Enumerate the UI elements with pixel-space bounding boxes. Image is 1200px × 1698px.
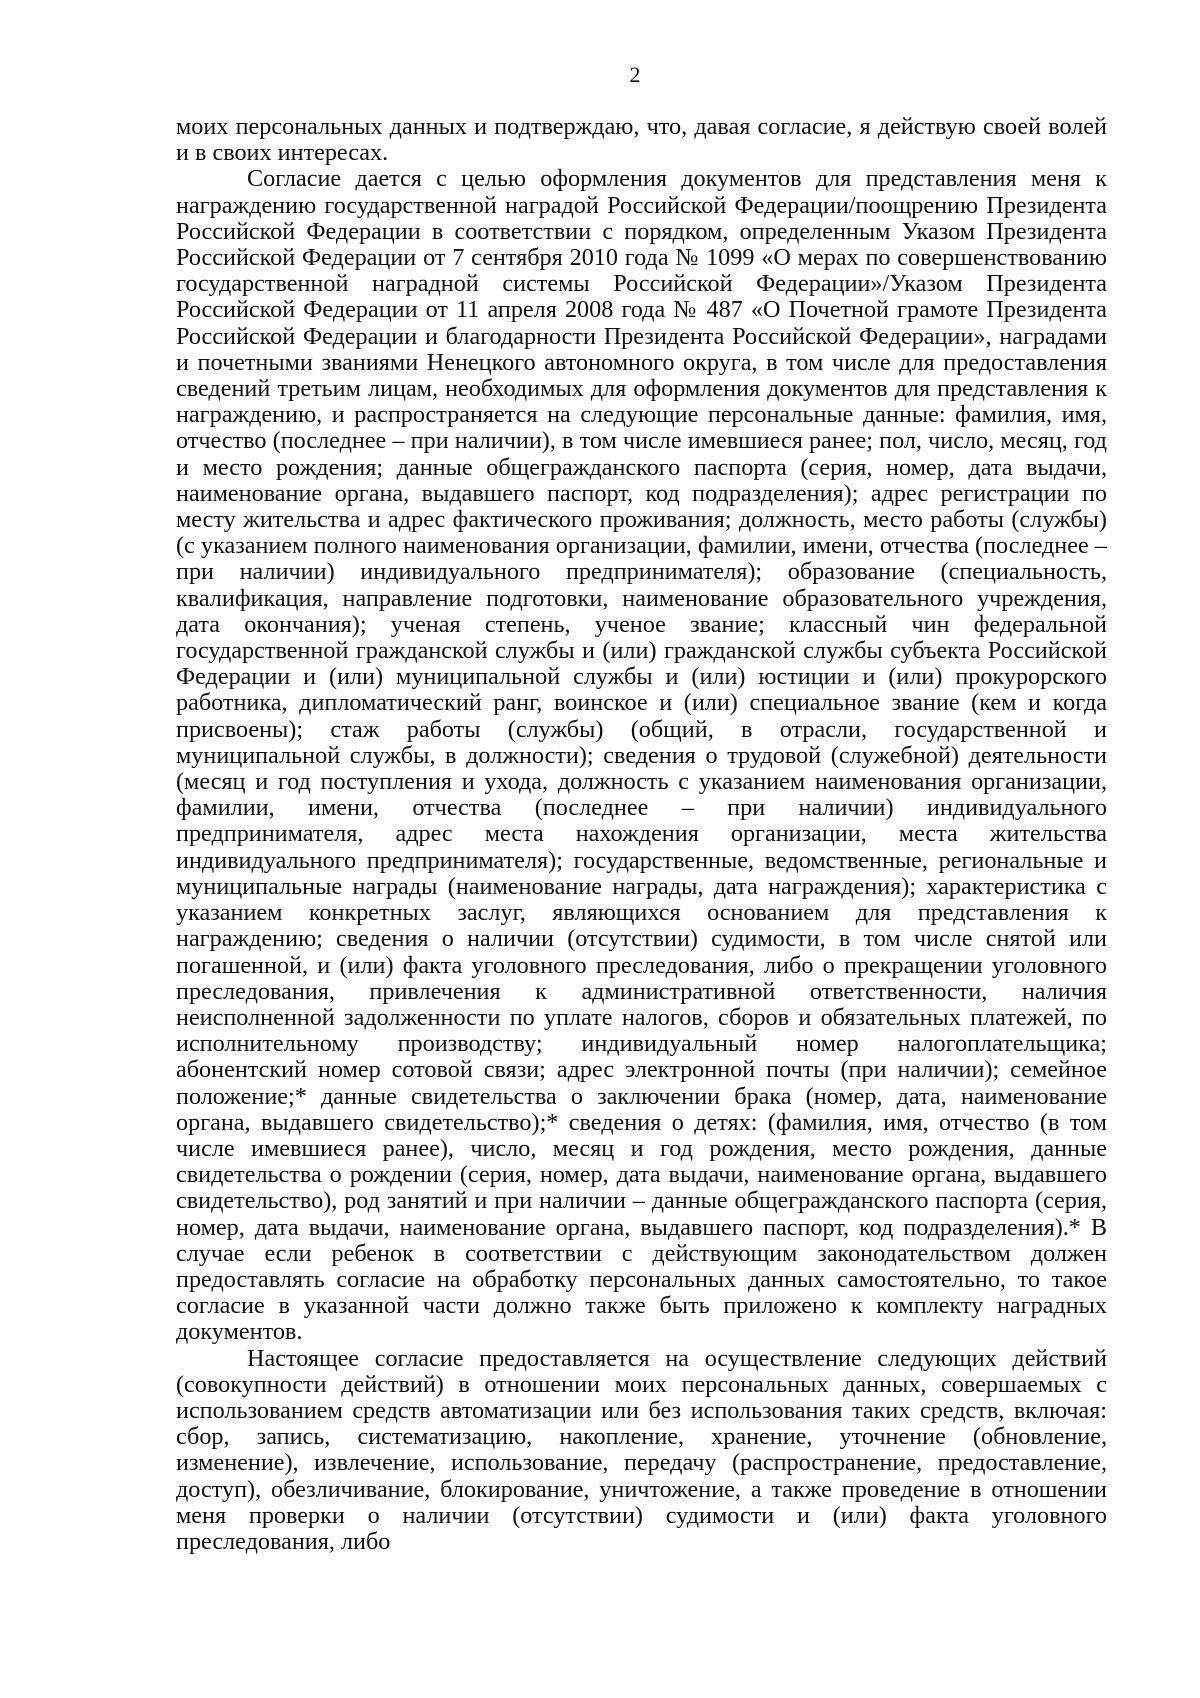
document-body xyxy=(176,114,1107,1555)
paragraph-consent-actions: Настоящее согласие предоставляется на осуществление следующих действий (совокупности действий) в отношении моих персональных данных, совершаемых с использованием средств автоматизации или без использования таких средств, включая: сбор, запись, систематизацию, накопление, хранение, уточнение (обновление, изменение), извлечение, использование, передачу (распространение, предоставление, доступ), обезличивание, блокирование, уничтожение, а также проведение в отношении меня проверки о наличии (отсутствии) судимости и (или) факта уголовного преследования, либо xyxy=(176,1344,1107,1555)
paragraph-consent-purpose: Согласие дается с целью оформления документов для представления меня к награждению государственной наградой Российской Федерации/поощрению Президента Российской Федерации в соответствии с порядком, определенным Указом Президента Российской Федерации от 7 сентября 2010 года № 1099 «О мерах по совершенствованию государственной наградной системы Российской Федерации»/Указом Президента Российской Федерации от 11 апреля 2008 года № 487 «О Почетной грамоте Президента Российской Федерации и благодарности Президента Российской Федерации», наградами и почетными званиями Ненецкого автономного округа, в том числе для предоставления сведений третьим лицам, необходимых для оформления документов для представления к награждению, и распространяется на следующие персональные данные: фамилия, имя, отчество (последнее – при наличии), в том числе имевшиеся ранее; пол, число, месяц, год и место рождения; данные общегражданского паспорта (серия, номер, дата выдачи, наименование органа, выдавшего паспорт, код подразделения); адрес регистрации по месту жительства и адрес фактического проживания; должность, место работы (службы) (с указанием полного наименования организации, фамилии, имени, отчества (последнее – при наличии) индивидуального предпринимателя); образование (специальность, квалификация, направление подготовки, наименование образовательного учреждения, дата окончания); ученая степень, ученое звание; классный чин федеральной государственной гражданской службы и (или) гражданской службы субъекта Российской Федерации и (или) муниципальной службы и (или) юстиции и (или) прокурорского работника, дипломатический ранг, воинское и (или) специальное звание (кем и когда присвоены); стаж работы (службы) (общий, в отрасли, государственной и муниципальной службы, в должности); сведения о трудовой (служебной) деятельности (месяц и год поступления и ухода, должность с указанием наименования организации, фамилии, имени, отчества (последнее – при наличии) индивидуального предпринимателя, адрес места нахождения организации, места жительства индивидуального предпринимателя); государственные, ведомственные, региональные и муниципальные награды (наименование награды, дата награждения); характеристика с указанием конкретных заслуг, являющихся основанием для представления к награждению; сведения о наличии (отсутствии) судимости, в том числе снятой или погашенной, и (или) факта уголовного преследования, либо о прекращении уголовного преследования, привлечения к административной ответственности, наличия неисполненной задолженности по уплате налогов, сборов и обязательных платежей, по исполнительному производству; индивидуальный номер налогоплательщика; абонентский номер сотовой связи; адрес электронной почты (при наличии); семейное положение;* данные свидетельства о заключении брака (номер, дата, наименование органа, выдавшего свидетельство);* сведения о детях: (фамилия, имя, отчество (в том числе имевшиеся ранее), число, месяц и год рождения, место рождения, данные свидетельства о рождении (серия, номер, дата выдачи, наименование органа, выдавшего свидетельство), род занятий и при наличии – данные общегражданского паспорта (серия, номер, дата выдачи, наименование органа, выдавшего паспорт, код подразделения).* В случае если ребенок в соответствии с действующим законодательством должен предоставлять согласие на обработку персональных данных самостоятельно, то такое согласие в указанной части должно также быть приложено к комплекту наградных документов. xyxy=(176,165,1107,1346)
page-number: 2 xyxy=(629,62,641,87)
paragraph-continuation: моих персональных данных и подтверждаю, что, давая согласие, я действую своей волей и в своих интересах. xyxy=(176,113,1107,167)
